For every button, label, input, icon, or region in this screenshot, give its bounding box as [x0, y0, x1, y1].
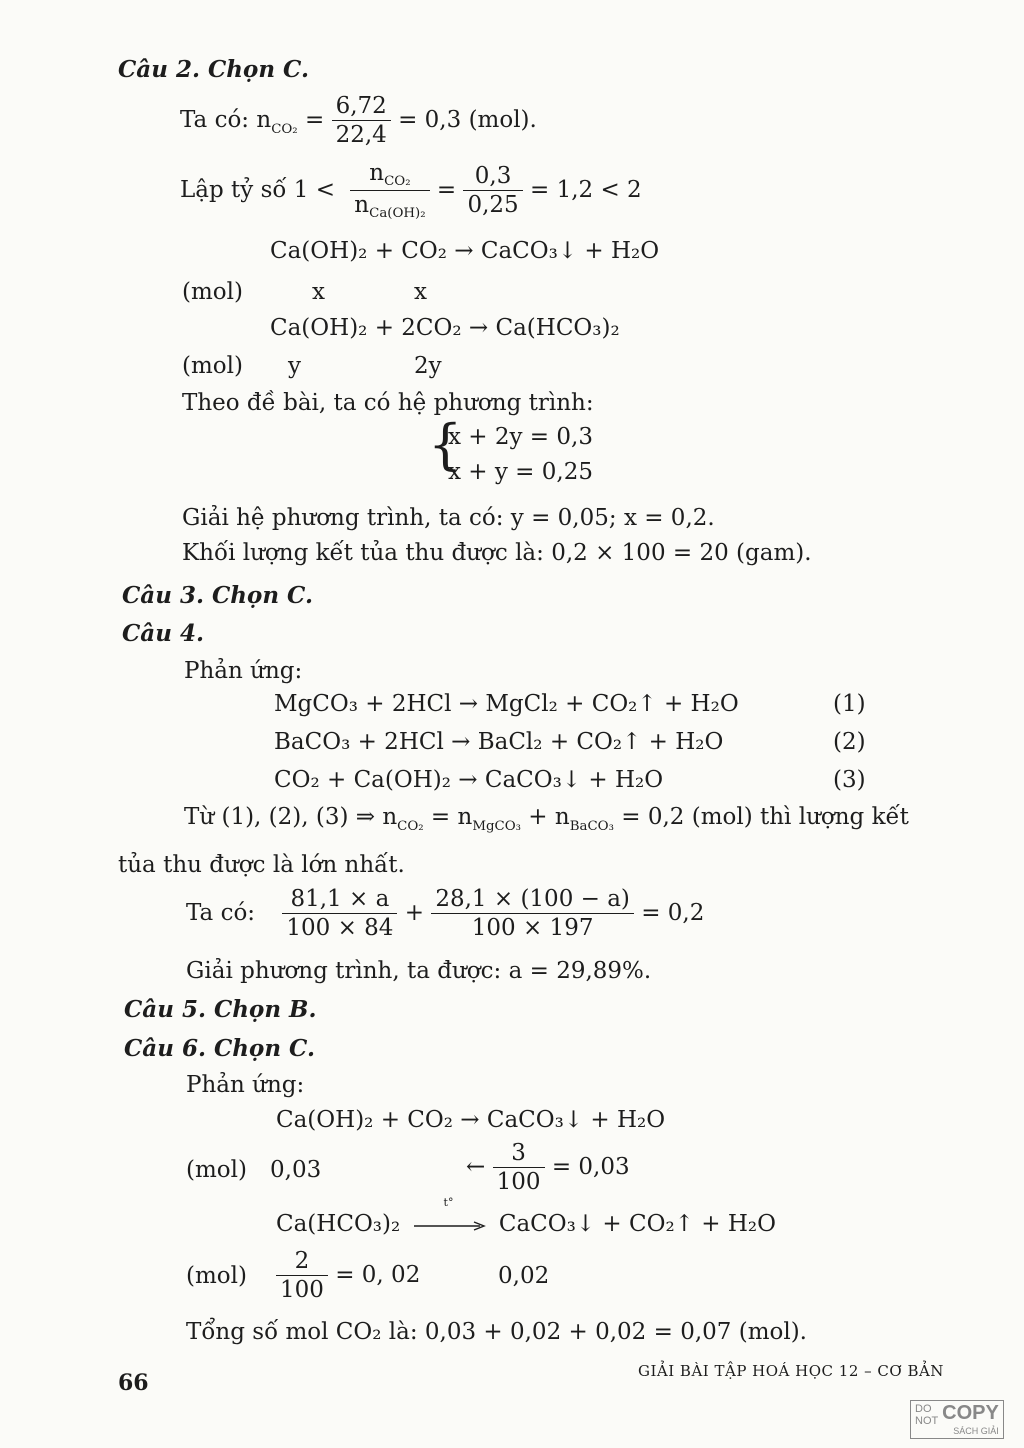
mol-value: y — [288, 353, 301, 379]
page-number: 66 — [118, 1370, 149, 1396]
ta-co-line-1: Ta có: $n_{CO_2}$ = $\frac{6,72}{22,4}$ = 0,3 (mol). — [180, 93, 537, 149]
heat-arrow: t° — [414, 1212, 486, 1238]
question-4-heading: Câu 4. — [122, 620, 204, 647]
book-title: GIẢI BÀI TẬP HOÁ HỌC 12 – CƠ BẢN — [638, 1362, 944, 1380]
phan-ung-label: Phản ứng: — [184, 658, 303, 684]
reaction-number: (1) — [833, 691, 866, 717]
mol-value: 0,03 — [270, 1157, 322, 1183]
reaction-q2-1: Ca(OH)₂ + CO₂ → CaCO₃↓ + H₂O — [270, 238, 660, 264]
reaction-q4-2: BaCO₃ + 2HCl → BaCl₂ + CO₂↑ + H₂O — [274, 729, 724, 755]
question-2-heading: Câu 2. Chọn C. — [118, 56, 309, 83]
tong-so-mol: Tổng số mol CO₂ là: 0,03 + 0,02 + 0,02 = 0,07 (mol). — [186, 1319, 807, 1345]
phan-ung-label: Phản ứng: — [186, 1072, 305, 1098]
reaction-q6-2: Ca(HCO₃)₂ t° CaCO₃↓ + CO₂↑ + H₂O — [276, 1196, 776, 1237]
mol-label: (mol) — [186, 1263, 247, 1289]
mol-fraction-q6-1: ← $\frac{3}{100}$ = 0,03 — [466, 1140, 630, 1196]
mol-label: (mol) — [182, 353, 243, 379]
question-6-heading: Câu 6. Chọn C. — [124, 1035, 315, 1062]
reaction-number: (3) — [833, 767, 866, 793]
giai-phuong-trinh: Giải phương trình, ta được: a = 29,89%. — [186, 958, 652, 984]
reaction-q6-1: Ca(OH)₂ + CO₂ → CaCO₃↓ + H₂O — [276, 1107, 666, 1133]
lap-ty-so-line: Lập tỷ số 1 < $\frac{n_{CO_2}}{n_{Ca(OH)_2}}$ = $\frac{0,3}{0,25}$ = 1,2 < 2 — [180, 160, 642, 222]
question-5-heading: Câu 5. Chọn B. — [124, 996, 317, 1023]
giai-he: Giải hệ phương trình, ta có: y = 0,05; x = 0,2. — [182, 505, 715, 531]
reaction-number: (2) — [833, 729, 866, 755]
mol-value: 2y — [414, 353, 442, 379]
equation-1: x + 2y = 0,3 — [448, 424, 593, 450]
theo-de-bai: Theo đề bài, ta có hệ phương trình: — [182, 390, 594, 416]
equation-2: x + y = 0,25 — [448, 459, 593, 485]
watermark-stamp: DO NOT COPY SÁCH GIẢI — [910, 1400, 1004, 1439]
reaction-q4-3: CO₂ + Ca(OH)₂ → CaCO₃↓ + H₂O — [274, 767, 664, 793]
mol-fraction-q6-2: $\frac{2}{100}$ = 0, 02 — [276, 1248, 420, 1304]
tua-line: tủa thu được là lớn nhất. — [118, 852, 405, 878]
mol-label: (mol) — [182, 279, 243, 305]
reaction-q2-2: Ca(OH)₂ + 2CO₂ → Ca(HCO₃)₂ — [270, 315, 620, 341]
khoi-luong: Khối lượng kết tủa thu được là: 0,2 × 100 = 20 (gam). — [182, 540, 812, 566]
mol-value: x — [312, 279, 325, 305]
mol-value: 0,02 — [498, 1263, 550, 1289]
mol-value: x — [414, 279, 427, 305]
system-brace: { — [428, 413, 463, 476]
tu-line: Từ (1), (2), (3) ⇒ $n_{CO_2} = n_{MgCO_3} + n_{BaCO_3} = 0,2$ (mol) thì lượng kết — [184, 804, 909, 834]
reaction-q4-1: MgCO₃ + 2HCl → MgCl₂ + CO₂↑ + H₂O — [274, 691, 739, 717]
fraction-672-224: $\frac{6,72}{22,4}$ — [332, 93, 391, 149]
question-3-heading: Câu 3. Chọn C. — [122, 582, 313, 609]
mol-label: (mol) — [186, 1157, 247, 1183]
ta-co-line-2: Ta có: $\frac{81,1 \times a}{100 \times 84}$ + $\frac{28,1 \times (100 - a)}{100 \times 197}$ = 0,2 — [186, 886, 705, 942]
